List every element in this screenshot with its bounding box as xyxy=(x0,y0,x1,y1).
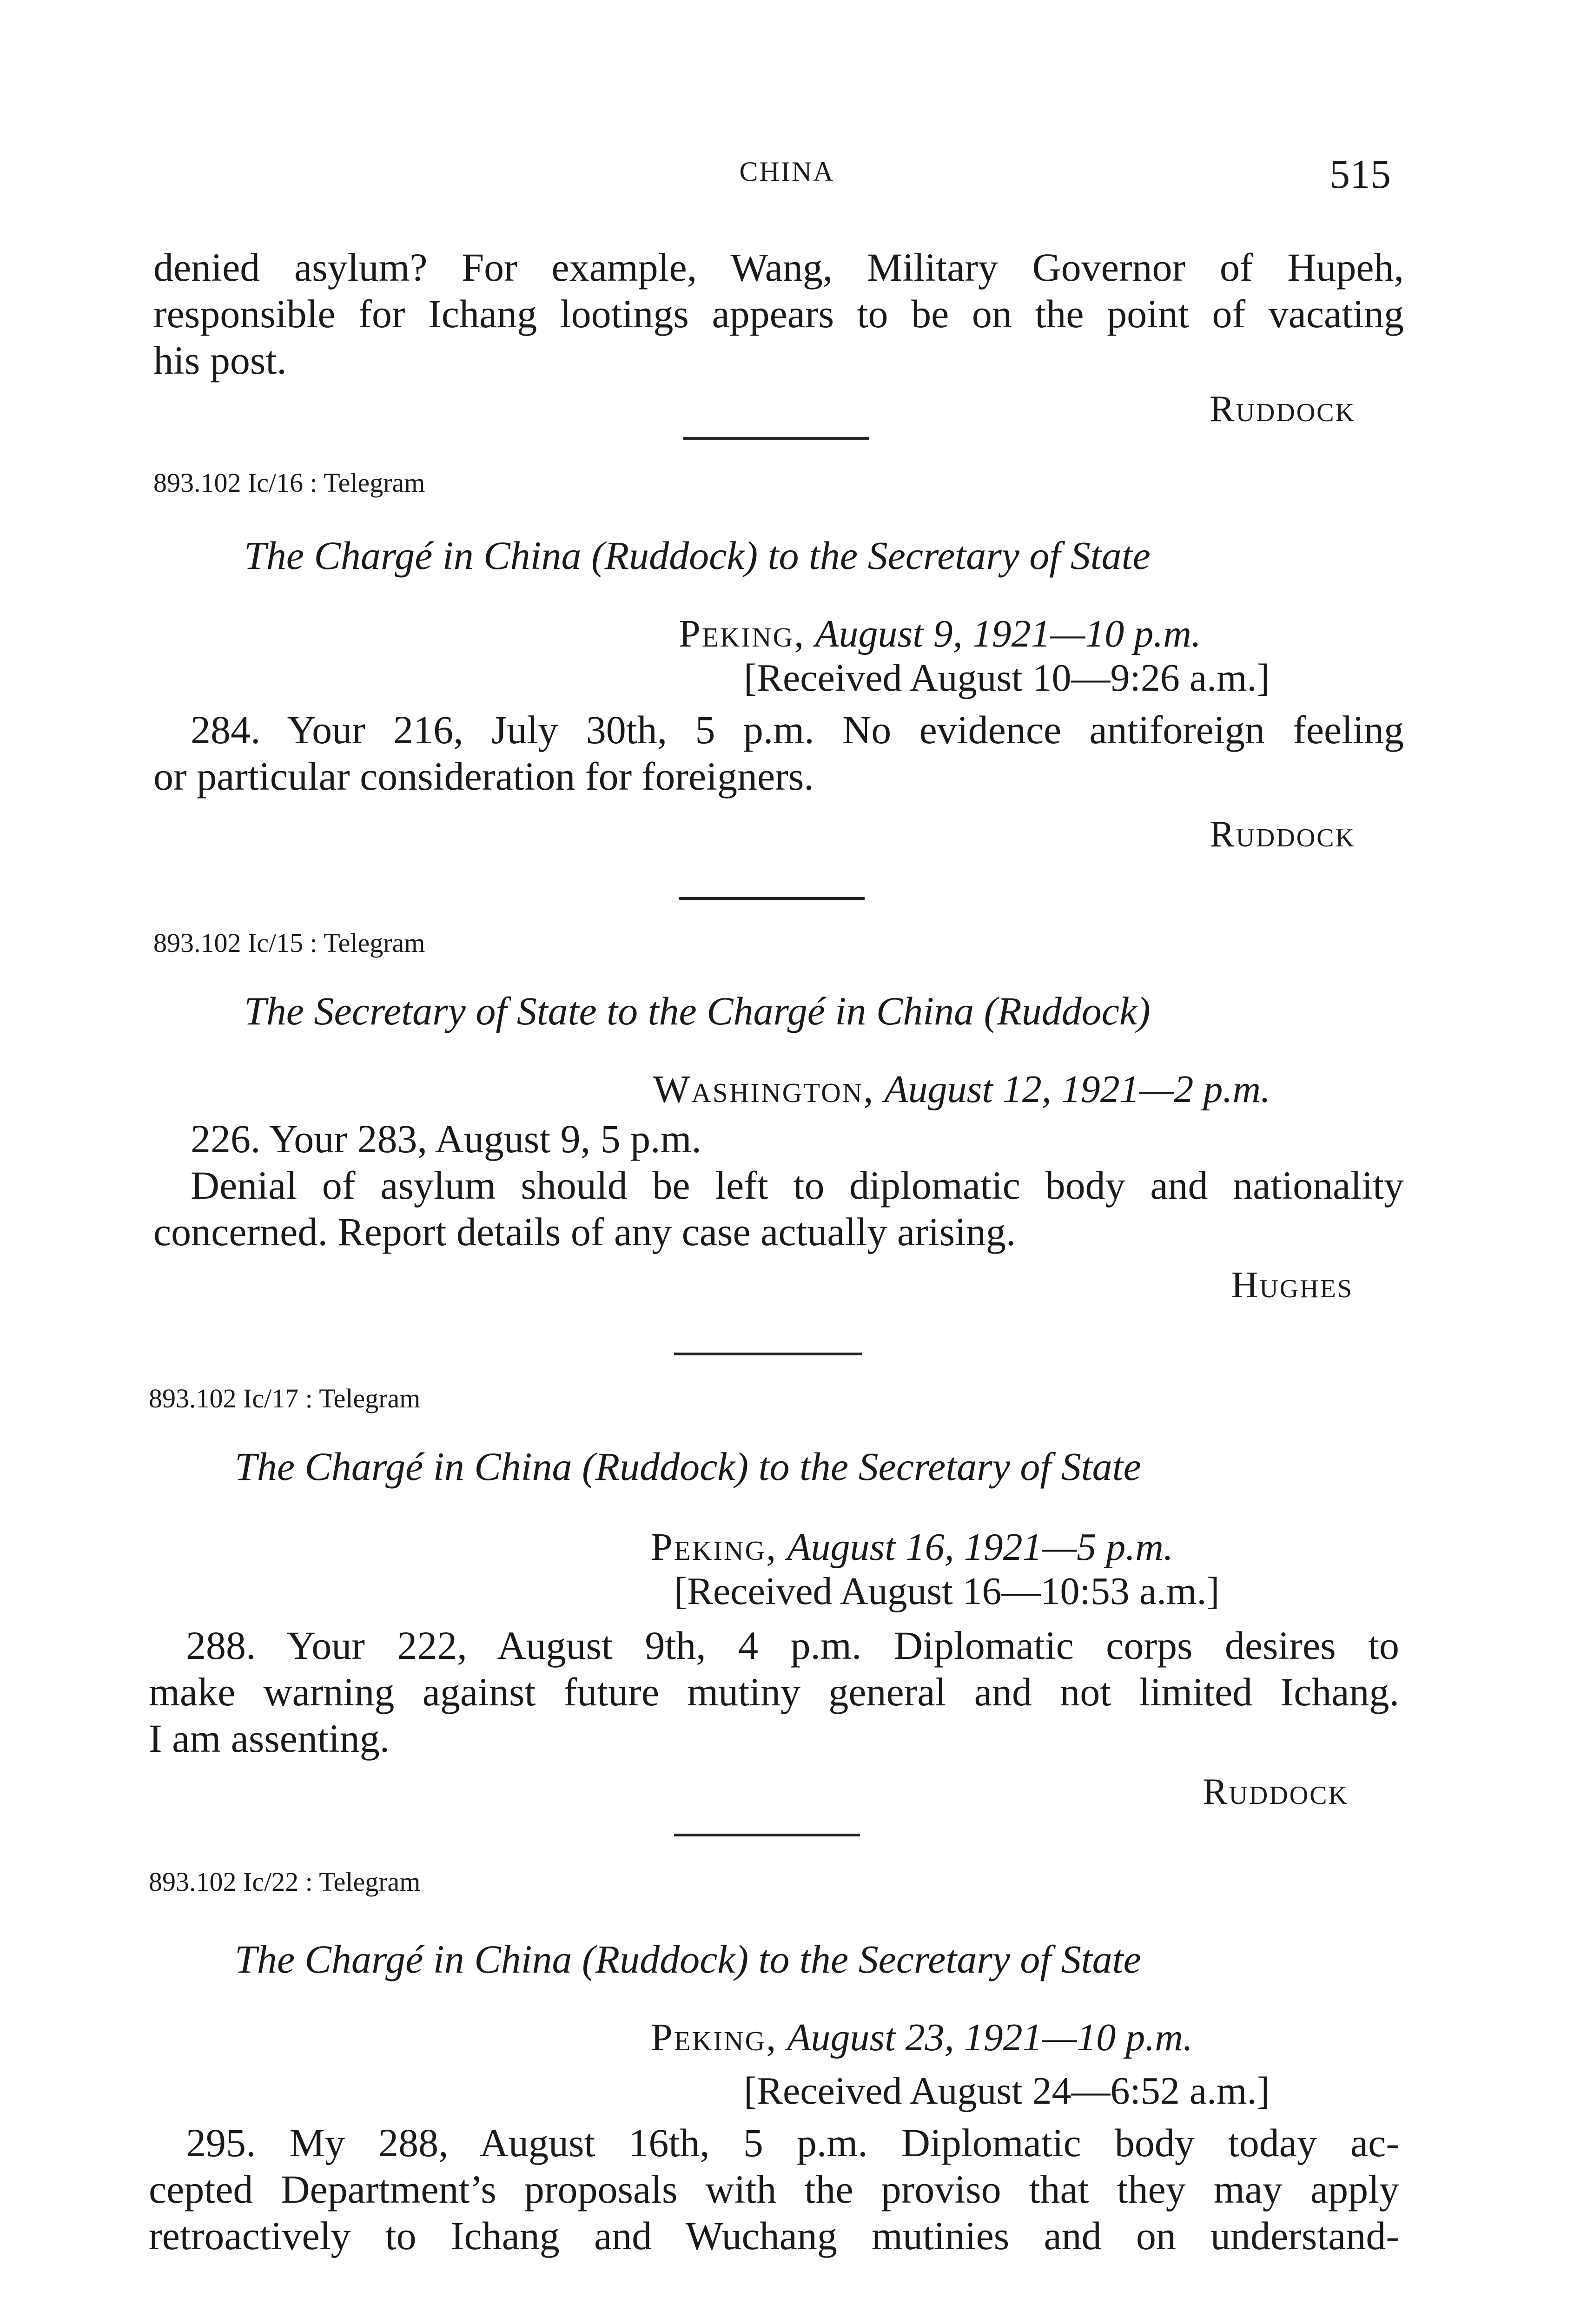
dateline-place: Peking, xyxy=(651,2016,778,2059)
signature-ruddock: Ruddock xyxy=(1210,389,1356,429)
message-line-1: 295. My 288, August 16th, 5 p.m. Diplomatic body today ac- xyxy=(186,2120,1399,2165)
signature-ruddock: Ruddock xyxy=(1210,814,1356,855)
continuation-line-1: denied asylum? For example, Wang, Military Governor of Hupeh, xyxy=(153,245,1404,290)
document-heading: The Chargé in China (Ruddock) to the Secretary of State xyxy=(235,1444,1141,1489)
dateline-place: Washington, xyxy=(653,1068,875,1111)
continuation-line-2: responsible for Ichang lootings appears to be on the point of vacating xyxy=(153,291,1404,336)
place-date-line xyxy=(651,1525,1173,1570)
message-line-3: concerned. Report details of any case actually arising. xyxy=(153,1209,1016,1254)
running-title: CHINA xyxy=(739,156,835,187)
message-line-2: cepted Department’s proposals with the proviso that they may apply xyxy=(149,2167,1399,2212)
page-number: 515 xyxy=(1329,152,1391,197)
dateline-place: Peking, xyxy=(679,612,806,655)
message-line-3: retroactively to Ichang and Wuchang mutinies and on understand- xyxy=(149,2213,1399,2258)
message-line-3: I am assenting. xyxy=(149,1716,390,1761)
file-reference: 893.102 Ic/16 : Telegram xyxy=(153,468,425,498)
dateline-date: August 9, 1921—10 p.m. xyxy=(815,612,1201,655)
signature-ruddock: Ruddock xyxy=(1203,1771,1349,1812)
message-line-1: 288. Your 222, August 9th, 4 p.m. Diplomatic corps desires to xyxy=(186,1623,1399,1668)
section-divider xyxy=(674,1834,860,1836)
dateline-date: August 23, 1921—10 p.m. xyxy=(787,2016,1193,2059)
message-line-2: or particular consideration for foreigners. xyxy=(153,754,814,799)
message-line-1: 226. Your 283, August 9, 5 p.m. xyxy=(191,1116,702,1161)
file-reference: 893.102 Ic/17 : Telegram xyxy=(149,1383,421,1413)
received-line: [Received August 10—9:26 a.m.] xyxy=(744,656,1270,700)
dateline-date: August 12, 1921—2 p.m. xyxy=(884,1068,1271,1111)
message-line-2: Denial of asylum should be left to diplomatic body and nationality xyxy=(191,1163,1404,1208)
signature-hughes: Hughes xyxy=(1231,1265,1353,1306)
dateline-date: August 16, 1921—5 p.m. xyxy=(787,1525,1173,1569)
section-divider xyxy=(679,897,865,900)
section-divider xyxy=(674,1353,862,1355)
message-line-2: make warning against future mutiny general and not limited Ichang. xyxy=(149,1670,1399,1714)
place-date-line xyxy=(679,611,1201,656)
file-reference: 893.102 Ic/22 : Telegram xyxy=(149,1867,421,1897)
file-reference: 893.102 Ic/15 : Telegram xyxy=(153,928,425,958)
document-heading: The Chargé in China (Ruddock) to the Secretary of State xyxy=(235,1937,1141,1981)
message-line-1: 284. Your 216, July 30th, 5 p.m. No evidence antiforeign feeling xyxy=(191,707,1404,752)
document-heading: The Secretary of State to the Chargé in China (Ruddock) xyxy=(244,989,1151,1033)
place-date-line xyxy=(653,1067,1270,1112)
place-date-line xyxy=(651,2015,1193,2060)
received-line: [Received August 24—6:52 a.m.] xyxy=(744,2069,1270,2113)
continuation-line-3: his post. xyxy=(153,338,287,383)
dateline-place: Peking, xyxy=(651,1525,778,1569)
received-line: [Received August 16—10:53 a.m.] xyxy=(674,1570,1220,1613)
section-divider xyxy=(683,437,869,440)
document-heading: The Chargé in China (Ruddock) to the Secretary of State xyxy=(244,533,1151,578)
